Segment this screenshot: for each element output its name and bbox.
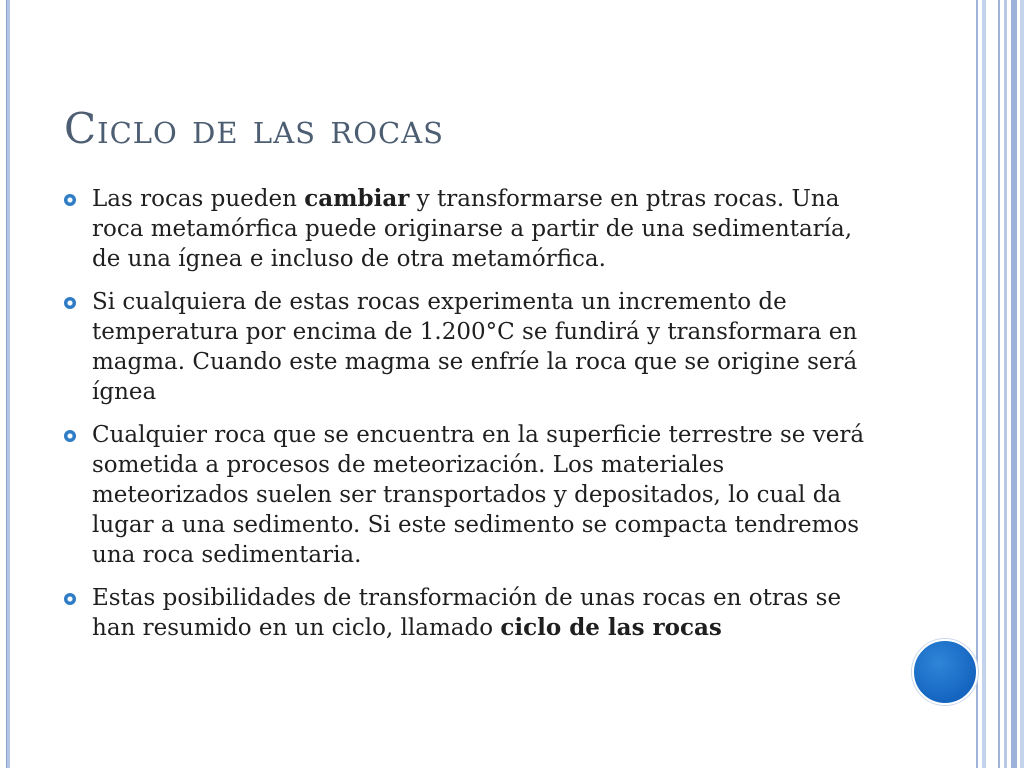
bullet-text: Estas posibilidades de transformación de unas rocas en otras se han resumido en un ciclo, llamado [92, 585, 842, 641]
bullet-text: y transformarse en ptras rocas. Una roca metamórfica puede originarse a partir de una sedimentaría, de una ígnea e incluso de otra metamórfica. [92, 186, 853, 272]
frame-stripe [1020, 0, 1024, 768]
bullet-item-1 [60, 184, 880, 274]
left-frame-line [6, 0, 10, 768]
frame-stripe [976, 0, 978, 768]
bullet-icon [64, 194, 76, 206]
bullet-icon [64, 430, 76, 442]
slide-title: Ciclo de las rocas [64, 104, 444, 153]
bold-text: cambiar [304, 185, 410, 212]
frame-stripe [1011, 0, 1017, 768]
bullet-text: Cualquier roca que se encuentra en la superficie terrestre se verá sometida a procesos de meteorización. Los materiales meteorizados suelen ser transportados y depositados, lo cual da lugar a una sedimento. Si este sedimento se compacta tendremos una roca sedimentaria. [92, 422, 865, 568]
bullet-icon [64, 593, 76, 605]
right-frame-stripes [976, 0, 1024, 768]
bullet-icon [64, 297, 76, 309]
bullet-item-2 [60, 287, 880, 407]
bullet-list [60, 184, 880, 656]
frame-stripe [982, 0, 986, 768]
bullet-item-4 [60, 583, 880, 643]
bullet-text: Si cualquiera de estas rocas experimenta un incremento de temperatura por encima de 1.200°C se fundirá y transformara en magma. Cuando este magma se enfríe la roca que se origine será ígnea [92, 289, 858, 405]
decorative-circle [912, 639, 978, 705]
frame-stripe [1004, 0, 1007, 768]
bold-text: ciclo de las rocas [500, 614, 722, 641]
frame-stripe [998, 0, 1000, 768]
bullet-text: Las rocas pueden [92, 186, 305, 212]
bullet-item-3 [60, 420, 880, 570]
